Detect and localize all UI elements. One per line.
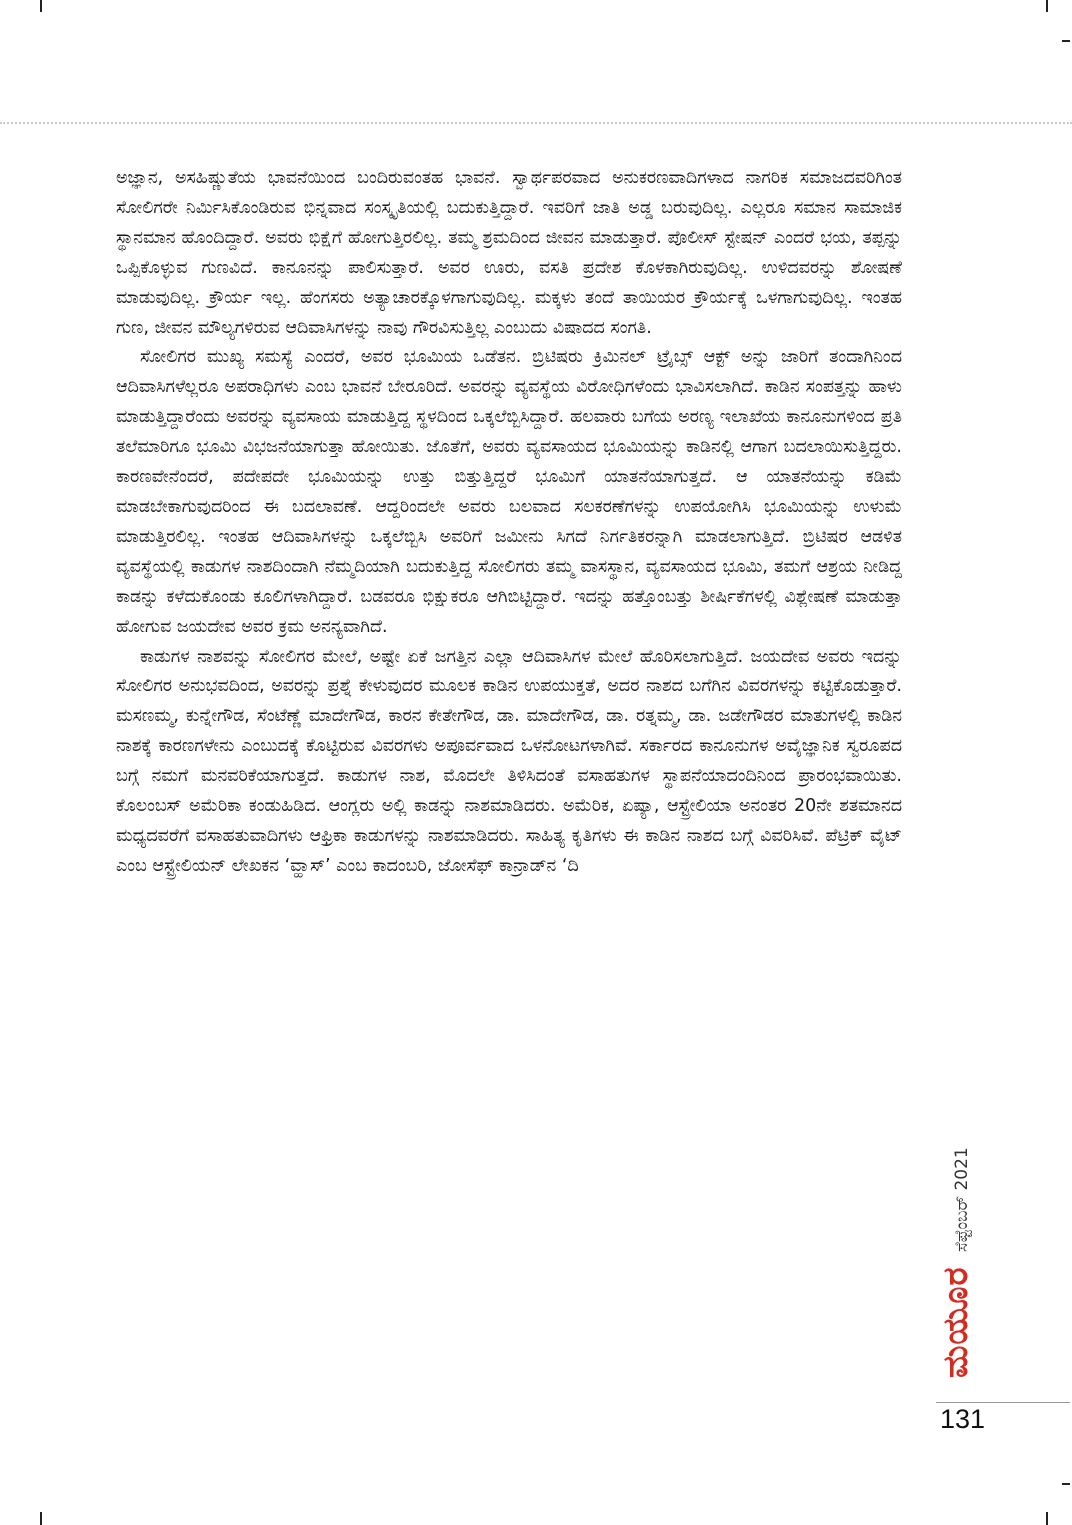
paragraph-2: ಸೋಲಿಗರ ಮುಖ್ಯ ಸಮಸ್ಯೆ ಎಂದರೆ, ಅವರ ಭೂಮಿಯ ಒಡೆತನ. ಬ್ರಿಟಿಷರು ಕ್ರಿಮಿನಲ್ ಟ್ರೈಬ್ಸ್ ಆಕ್ಟ್ ಅನ್ನು ಜಾರಿಗೆ ತಂದಾಗಿನಿಂದ ಆದಿವಾಸಿಗಳೆಲ್ಲರೂ ಅಪರಾಧಿಗಳು ಎಂಬ ಭಾವನೆ ಬೇರೂರಿದೆ. ಅವರನ್ನು ವ್ಯವಸ್ಥೆಯ ವಿರೋಧಿಗಳೆಂದು ಭಾವಿಸಲಾಗಿದೆ. ಕಾಡಿನ ಸಂಪತ್ತನ್ನು ಹಾಳು ಮಾಡುತ್ತಿದ್ದಾರೆಂದು ಅವರನ್ನು ವ್ಯವಸಾಯ ಮಾಡುತ್ತಿದ್ದ ಸ್ಥಳದಿಂದ ಒಕ್ಕಲೆಬ್ಬಿಸಿದ್ದಾರೆ. ಹಲವಾರು ಬಗೆಯ ಅರಣ್ಯ ಇಲಾಖೆಯ ಕಾನೂನುಗಳಿಂದ ಪ್ರತಿ ತಲೆಮಾರಿಗೂ ಭೂಮಿ ವಿಭಜನೆಯಾಗುತ್ತಾ ಹೋಯಿತು. ಜೊತೆಗೆ, ಅವರು ವ್ಯವಸಾಯದ ಭೂಮಿಯನ್ನು ಕಾಡಿನಲ್ಲಿ ಆಗಾಗ ಬದಲಾಯಿಸುತ್ತಿದ್ದರು. ಕಾರಣವೇನೆಂದರೆ, ಪದೇಪದೇ ಭೂಮಿಯನ್ನು ಉತ್ತು ಬಿತ್ತುತ್ತಿದ್ದರೆ ಭೂಮಿಗೆ ಯಾತನೆಯಾಗುತ್ತದೆ. ಆ ಯಾತನೆಯನ್ನು ಕಡಿಮೆ ಮಾಡಬೇಕಾಗುವುದರಿಂದ ಈ ಬದಲಾವಣೆ. ಆದ್ದರಿಂದಲೇ ಅವರು ಬಲವಾದ ಸಲಕರಣೆಗಳನ್ನು ಉಪಯೋಗಿಸಿ ಭೂಮಿಯನ್ನು ಉಳುಮೆ ಮಾಡುತ್ತಿರಲಿಲ್ಲ. ಇಂತಹ ಆದಿವಾಸಿಗಳನ್ನು ಒಕ್ಕಲೆಬ್ಬಿಸಿ ಅವರಿಗೆ ಜಮೀನು ಸಿಗದೆ ನಿರ್ಗತಿಕರನ್ನಾಗಿ ಮಾಡಲಾಗುತ್ತಿದೆ. ಬ್ರಿಟಿಷರ ಆಡಳಿತ ವ್ಯವಸ್ಥೆಯಲ್ಲಿ ಕಾಡುಗಳ ನಾಶದಿಂದಾಗಿ ನೆಮ್ಮದಿಯಾಗಿ ಬದುಕುತ್ತಿದ್ದ ಸೋಲಿಗರು ತಮ್ಮ ವಾಸಸ್ಥಾನ, ವ್ಯವಸಾಯದ ಭೂಮಿ, ತಮಗೆ ಆಶ್ರಯ ನೀಡಿದ್ದ ಕಾಡನ್ನು ಕಳೆದುಕೊಂಡು ಕೂಲಿಗಳಾಗಿದ್ದಾರೆ. ಬಡವರೂ ಭಿಕ್ಷುಕರೂ ಆಗಿಬಿಟ್ಟಿದ್ದಾರೆ. ಇದನ್ನು ಹತ್ತೊಂಬತ್ತು ಶೀರ್ಷಿಕೆಗಳಲ್ಲಿ ವಿಶ್ಲೇಷಣೆ ಮಾಡುತ್ತಾ ಹೋಗುವ ಜಯದೇವ ಅವರ ಕ್ರಮ ಅನನ್ಯವಾಗಿದೆ.: [116, 347, 902, 637]
article-body: [116, 164, 902, 882]
paragraph-1: ಅಜ್ಞಾನ, ಅಸಹಿಷ್ಣುತೆಯ ಭಾವನೆಯಿಂದ ಬಂದಿರುವಂತಹ ಭಾವನೆ. ಸ್ವಾರ್ಥಪರವಾದ ಅನುಕರಣವಾದಿಗಳಾದ ನಾಗರಿಕ ಸಮಾಜದವರಿಗಿಂತ ಸೋಲಿಗರೇ ನಿರ್ಮಿಸಿಕೊಂಡಿರುವ ಭಿನ್ನವಾದ ಸಂಸ್ಕೃತಿಯಲ್ಲಿ ಬದುಕುತ್ತಿದ್ದಾರೆ. ಇವರಿಗೆ ಜಾತಿ ಅಡ್ಡ ಬರುವುದಿಲ್ಲ. ಎಲ್ಲರೂ ಸಮಾನ ಸಾಮಾಜಿಕ ಸ್ಥಾನಮಾನ ಹೊಂದಿದ್ದಾರೆ. ಅವರು ಭಿಕ್ಷೆಗೆ ಹೋಗುತ್ತಿರಲಿಲ್ಲ. ತಮ್ಮ ಶ್ರಮದಿಂದ ಜೀವನ ಮಾಡುತ್ತಾರೆ. ಪೊಲೀಸ್ ಸ್ಟೇಷನ್ ಎಂದರೆ ಭಯ, ತಪ್ಪನ್ನು ಒಪ್ಪಿಕೊಳ್ಳುವ ಗುಣವಿದೆ. ಕಾನೂನನ್ನು ಪಾಲಿಸುತ್ತಾರೆ. ಅವರ ಊರು, ವಸತಿ ಪ್ರದೇಶ ಕೊಳಕಾಗಿರುವುದಿಲ್ಲ. ಉಳಿದವರನ್ನು ಶೋಷಣೆ ಮಾಡುವುದಿಲ್ಲ. ಕ್ರೌರ್ಯ ಇಲ್ಲ. ಹೆಂಗಸರು ಅತ್ಯಾಚಾರಕ್ಕೊಳಗಾಗುವುದಿಲ್ಲ. ಮಕ್ಕಳು ತಂದೆ ತಾಯಿಯರ ಕ್ರೌರ್ಯಕ್ಕೆ ಒಳಗಾಗುವುದಿಲ್ಲ. ಇಂತಹ ಗುಣ, ಜೀವನ ಮೌಲ್ಯಗಳಿರುವ ಆದಿವಾಸಿಗಳನ್ನು ನಾವು ಗೌರವಿಸುತ್ತಿಲ್ಲ ಎಂಬುದು ವಿಷಾದದ ಸಂಗತಿ.: [116, 168, 902, 338]
header-dotted-rule: [0, 122, 1072, 124]
crop-mark-bottom-right: [1046, 1512, 1048, 1525]
crop-mark-bottom-left: [40, 1512, 42, 1525]
crop-mark-top-left: [40, 0, 42, 12]
crop-mark-bottom-right-horizontal: [1062, 1483, 1070, 1485]
paragraph-3: ಕಾಡುಗಳ ನಾಶವನ್ನು ಸೋಲಿಗರ ಮೇಲೆ, ಅಷ್ಟೇ ಏಕೆ ಜಗತ್ತಿನ ಎಲ್ಲಾ ಆದಿವಾಸಿಗಳ ಮೇಲೆ ಹೊರಿಸಲಾಗುತ್ತಿದೆ. ಜಯದೇವ ಅವರು ಇದನ್ನು ಸೋಲಿಗರ ಅನುಭವದಿಂದ, ಅವರನ್ನು ಪ್ರಶ್ನೆ ಕೇಳುವುದರ ಮೂಲಕ ಕಾಡಿನ ಉಪಯುಕ್ತತೆ, ಅದರ ನಾಶದ ಬಗೆಗಿನ ವಿವರಗಳನ್ನು ಕಟ್ಟಿಕೊಡುತ್ತಾರೆ. ಮಸಣಮ್ಮ, ಕುನ್ನೇಗೌಡ, ಸೆಂಟೆಣ್ಣೆ ಮಾದೇಗೌಡ, ಕಾರನ ಕೇತೇಗೌಡ, ಡಾ. ಮಾದೇಗೌಡ, ಡಾ. ರತ್ನಮ್ಮ, ಡಾ. ಜಡೇಗೌಡರ ಮಾತುಗಳಲ್ಲಿ ಕಾಡಿನ ನಾಶಕ್ಕೆ ಕಾರಣಗಳೇನು ಎಂಬುದಕ್ಕೆ ಕೊಟ್ಟಿರುವ ವಿವರಗಳು ಅಪೂರ್ವವಾದ ಒಳನೋಟಗಳಾಗಿವೆ. ಸರ್ಕಾರದ ಕಾನೂನುಗಳ ಅವೈಜ್ಞಾನಿಕ ಸ್ವರೂಪದ ಬಗ್ಗೆ ನಮಗೆ ಮನವರಿಕೆಯಾಗುತ್ತದೆ. ಕಾಡುಗಳ ನಾಶ, ಮೊದಲೇ ತಿಳಿಸಿದಂತೆ ವಸಾಹತುಗಳ ಸ್ಥಾಪನೆಯಾದಂದಿನಿಂದ ಪ್ರಾರಂಭವಾಯಿತು. ಕೊಲಂಬಸ್ ಅಮೆರಿಕಾ ಕಂಡುಹಿಡಿದ. ಆಂಗ್ಲರು ಅಲ್ಲಿ ಕಾಡನ್ನು ನಾಶಮಾಡಿದರು. ಅಮೆರಿಕ, ಏಷ್ಯಾ, ಆಸ್ಟ್ರೇಲಿಯಾ ಅನಂತರ 20ನೇ ಶತಮಾನದ ಮಧ್ಯದವರೆಗೆ ವಸಾಹತುವಾದಿಗಳು ಆಫ್ರಿಕಾ ಕಾಡುಗಳನ್ನು ನಾಶಮಾಡಿದರು. ಸಾಹಿತ್ಯ ಕೃತಿಗಳು ಈ ಕಾಡಿನ ನಾಶದ ಬಗ್ಗೆ ವಿವರಿಸಿವೆ. ಪೆಟ್ರಿಕ್ ವೈಟ್ ಎಂಬ ಆಸ್ಟ್ರೇಲಿಯನ್ ಲೇಖಕನ ‘ವ್ಹಾಸ್’ ಎಂಬ ಕಾದಂಬರಿ, ಜೋಸೆಫ್ ಕಾನ್ರಾಡ್‌ನ ‘ದಿ: [116, 646, 902, 876]
issue-date: ಸೆಪ್ಟೆಂಬರ್ 2021: [952, 1147, 972, 1252]
crop-mark-top-right-horizontal: [1062, 40, 1070, 42]
crop-mark-top-right: [1046, 0, 1048, 12]
magazine-masthead: ಮಯೂರ: [936, 1266, 976, 1378]
page-number: 131: [940, 1404, 986, 1434]
folio-rule: [936, 1402, 1070, 1403]
